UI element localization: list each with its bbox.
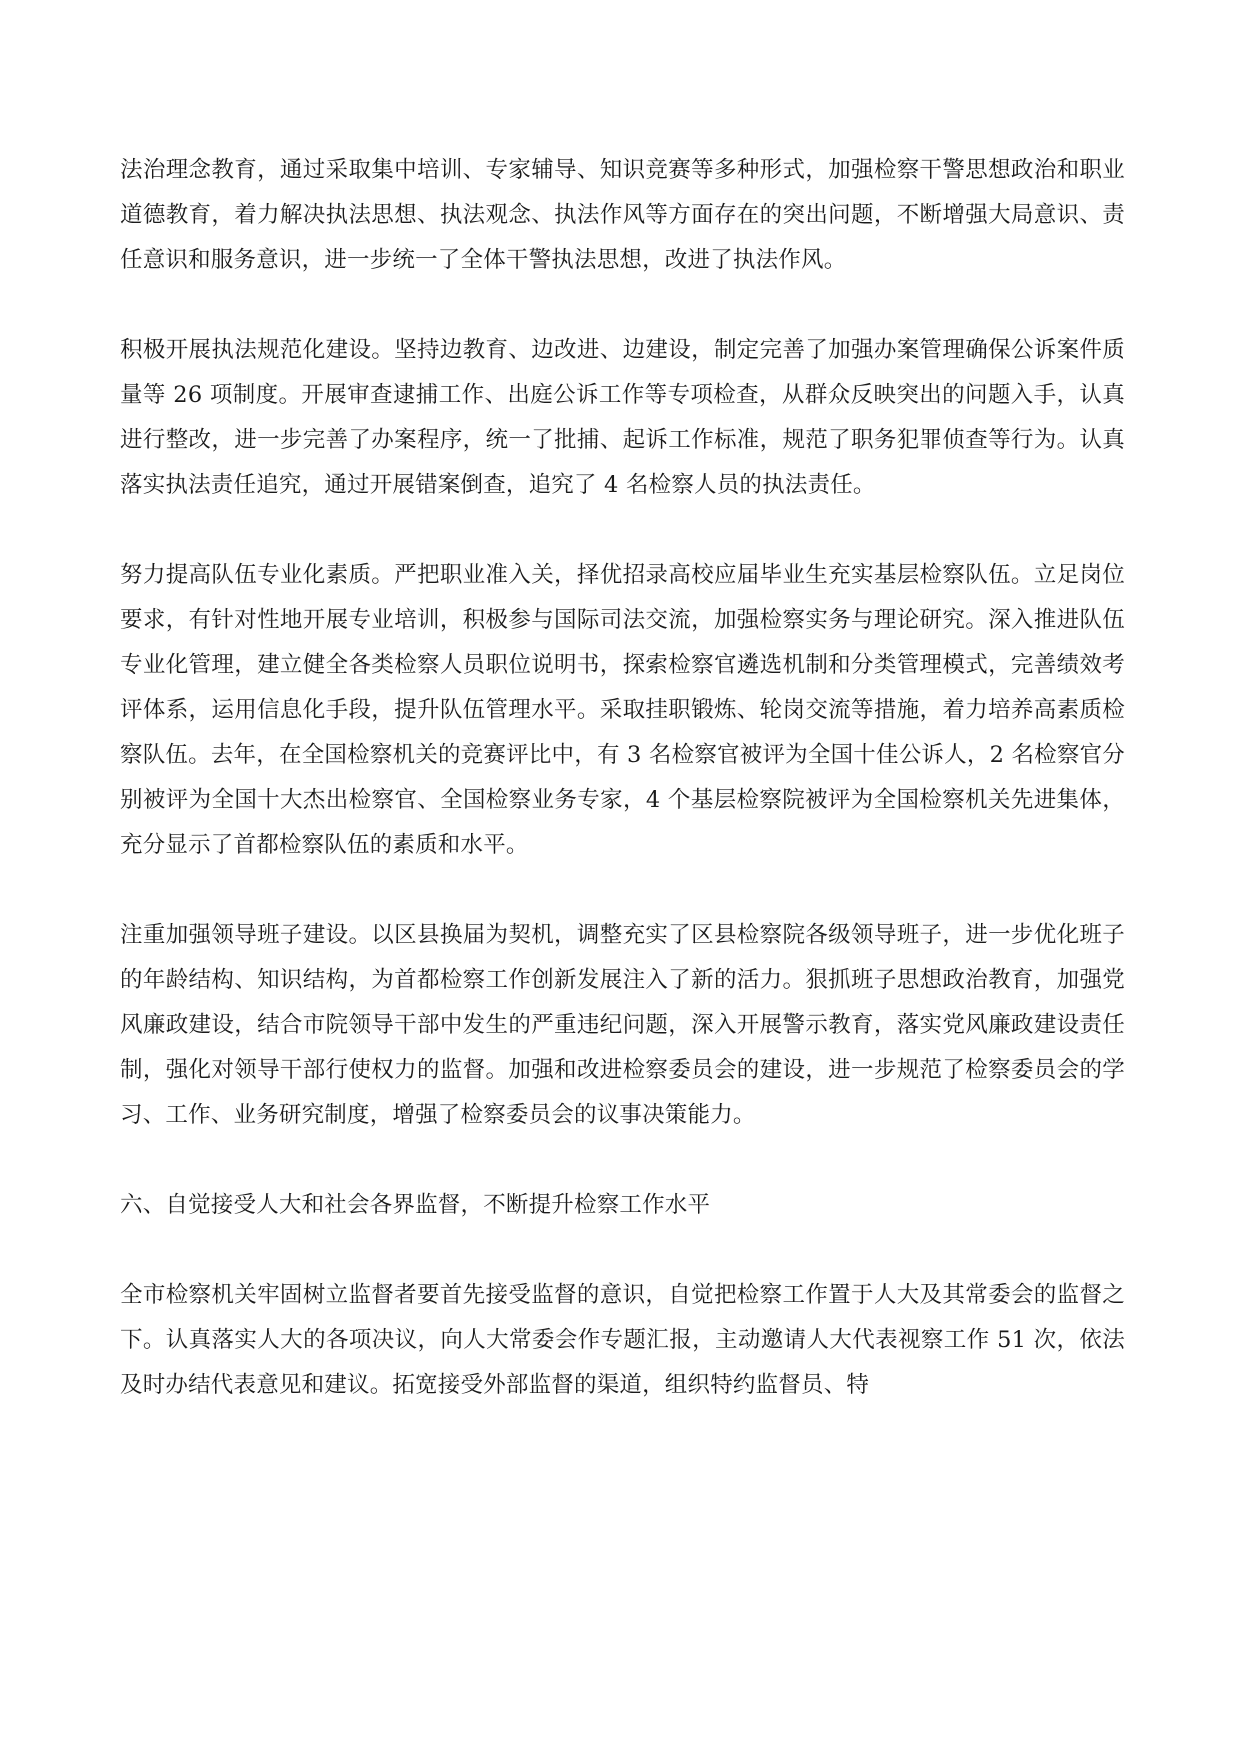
- paragraph-law-enforcement-standardization: 积极开展执法规范化建设。坚持边教育、边改进、边建设，制定完善了加强办案管理确保公诉案件质量等 26 项制度。开展审查逮捕工作、出庭公诉工作等专项检查，从群众反映突出的问题入手，认真进行整改，进一步完善了办案程序，统一了批捕、起诉工作标准，规范了职务犯罪侦查等行为。认真落实执法责任追究，通过开展错案倒查，追究了 4 名检察人员的执法责任。: [120, 337, 1125, 498]
- paragraph-leadership-building: 注重加强领导班子建设。以区县换届为契机，调整充实了区县检察院各级领导班子，进一步优化班子的年龄结构、知识结构，为首都检察工作创新发展注入了新的活力。狠抓班子思想政治教育，加强党风廉政建设，结合市院领导干部中发生的严重违纪问题，深入开展警示教育，落实党风廉政建设责任制，强化对领导干部行使权力的监督。加强和改进检察委员会的建设，进一步规范了检察委员会的学习、工作、业务研究制度，增强了检察委员会的议事决策能力。: [120, 922, 1125, 1128]
- paragraph-legal-education: 法治理念教育，通过采取集中培训、专家辅导、知识竞赛等多种形式，加强检察干警思想政治和职业道德教育，着力解决执法思想、执法观念、执法作风等方面存在的突出问题，不断增强大局意识、责任意识和服务意识，进一步统一了全体干警执法思想，改进了执法作风。: [120, 157, 1125, 273]
- document-body: [120, 148, 1125, 1453]
- section-heading-six: 六、自觉接受人大和社会各界监督，不断提升检察工作水平: [120, 1192, 711, 1218]
- paragraph-accept-supervision: 全市检察机关牢固树立监督者要首先接受监督的意识，自觉把检察工作置于人大及其常委会的监督之下。认真落实人大的各项决议，向人大常委会作专题汇报，主动邀请人大代表视察工作 51 次，依法及时办结代表意见和建议。拓宽接受外部监督的渠道，组织特约监督员、特: [120, 1282, 1125, 1398]
- paragraph-team-professionalization: 努力提高队伍专业化素质。严把职业准入关，择优招录高校应届毕业生充实基层检察队伍。立足岗位要求，有针对性地开展专业培训，积极参与国际司法交流，加强检察实务与理论研究。深入推进队伍专业化管理，建立健全各类检察人员职位说明书，探索检察官遴选机制和分类管理模式，完善绩效考评体系，运用信息化手段，提升队伍管理水平。采取挂职锻炼、轮岗交流等措施，着力培养高素质检察队伍。去年，在全国检察机关的竞赛评比中，有 3 名检察官被评为全国十佳公诉人，2 名检察官分别被评为全国十大杰出检察官、全国检察业务专家，4 个基层检察院被评为全国检察机关先进集体，充分显示了首都检察队伍的素质和水平。: [120, 562, 1125, 858]
